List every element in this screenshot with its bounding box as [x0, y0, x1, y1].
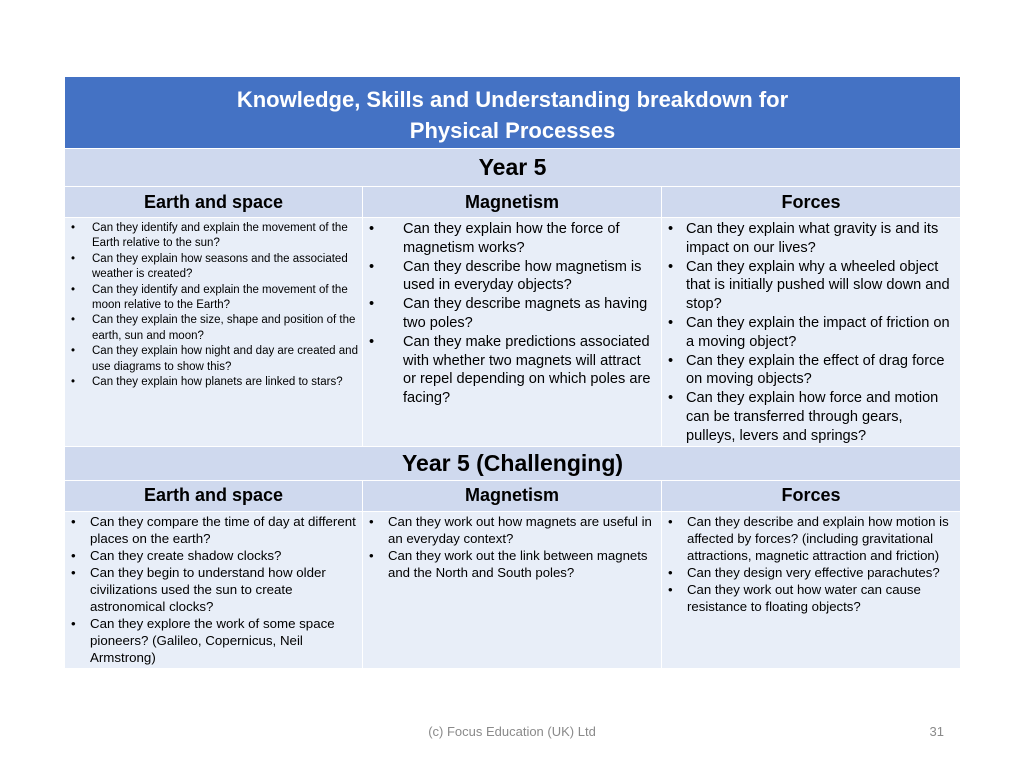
- list-item: • Can they begin to understand how older civilizations used the sun to create astronomical clocks?: [71, 564, 358, 615]
- year5-earth-cell: [65, 218, 363, 447]
- breakdown-table: [64, 76, 961, 669]
- list-item: • Can they explain the effect of drag force on moving objects?: [668, 352, 956, 390]
- list-item: • Can they explore the work of some space pioneers? (Galileo, Copernicus, Neil Armstrong): [71, 615, 358, 666]
- list-item: • Can they identify and explain the movement of the Earth relative to the sun?: [71, 221, 358, 252]
- list-item: • Can they work out how magnets are useful in an everyday context?: [369, 513, 657, 547]
- challenging-forces-cell: [662, 511, 961, 669]
- year5-earth-list: [65, 218, 362, 392]
- list-item: • Can they explain why a wheeled object that is initially pushed will slow down and stop?: [668, 258, 956, 314]
- list-item: • Can they describe and explain how motion is affected by forces? (including gravitational attractions, magnetic attraction and friction): [668, 513, 956, 564]
- list-item: • Can they work out how water can cause resistance to floating objects?: [668, 581, 956, 615]
- page-number: 31: [929, 724, 944, 739]
- challenging-forces-list: [662, 512, 960, 618]
- year5-label: Year 5: [65, 149, 961, 187]
- challenging-magnetism-cell: [363, 511, 662, 669]
- challenging-magnetism-heading: Magnetism: [363, 480, 662, 511]
- challenging-label: Year 5 (Challenging): [65, 446, 961, 480]
- list-item: • Can they explain how force and motion can be transferred through gears, pulleys, levers and springs?: [668, 389, 956, 445]
- list-item: • Can they explain the size, shape and position of the earth, sun and moon?: [71, 313, 358, 344]
- year5-forces-heading: Forces: [662, 187, 961, 218]
- list-item: • Can they identify and explain the movement of the moon relative to the Earth?: [71, 283, 358, 314]
- list-item: • Can they describe magnets as having two poles?: [369, 295, 655, 333]
- list-item: • Can they explain how the force of magnetism works?: [369, 220, 655, 258]
- list-item: • Can they describe how magnetism is used in everyday objects?: [369, 258, 655, 296]
- challenging-earth-heading: Earth and space: [65, 480, 363, 511]
- list-item: • Can they design very effective parachutes?: [668, 564, 956, 581]
- year5-forces-list: [662, 218, 960, 446]
- list-item: • Can they explain how planets are linked to stars?: [71, 375, 358, 390]
- year5-magnetism-heading: Magnetism: [363, 187, 662, 218]
- list-item: • Can they explain how night and day are created and use diagrams to show this?: [71, 344, 358, 375]
- year5-magnetism-cell: [363, 218, 662, 447]
- title-line-1: Knowledge, Skills and Understanding breakdown for: [236, 86, 789, 112]
- year5-forces-cell: [662, 218, 961, 447]
- list-item: • Can they compare the time of day at different places on the earth?: [71, 513, 358, 547]
- challenging-earth-cell: [65, 511, 363, 669]
- challenging-forces-heading: Forces: [662, 480, 961, 511]
- title-banner: [65, 77, 961, 149]
- title-line-2: Physical Processes: [409, 117, 616, 143]
- list-item: • Can they explain the impact of friction on a moving object?: [668, 314, 956, 352]
- copyright-footer: (c) Focus Education (UK) Ltd: [428, 724, 596, 739]
- year5-earth-heading: Earth and space: [65, 187, 363, 218]
- list-item: • Can they work out the link between magnets and the North and South poles?: [369, 547, 657, 581]
- year5-magnetism-list: [363, 218, 661, 408]
- list-item: • Can they create shadow clocks?: [71, 547, 358, 564]
- list-item: • Can they make predictions associated with whether two magnets will attract or repel depending on which poles are facing?: [369, 333, 655, 408]
- list-item: • Can they explain how seasons and the associated weather is created?: [71, 252, 358, 283]
- challenging-magnetism-list: [363, 512, 661, 583]
- challenging-earth-list: [65, 512, 362, 669]
- list-item: • Can they explain what gravity is and its impact on our lives?: [668, 220, 956, 258]
